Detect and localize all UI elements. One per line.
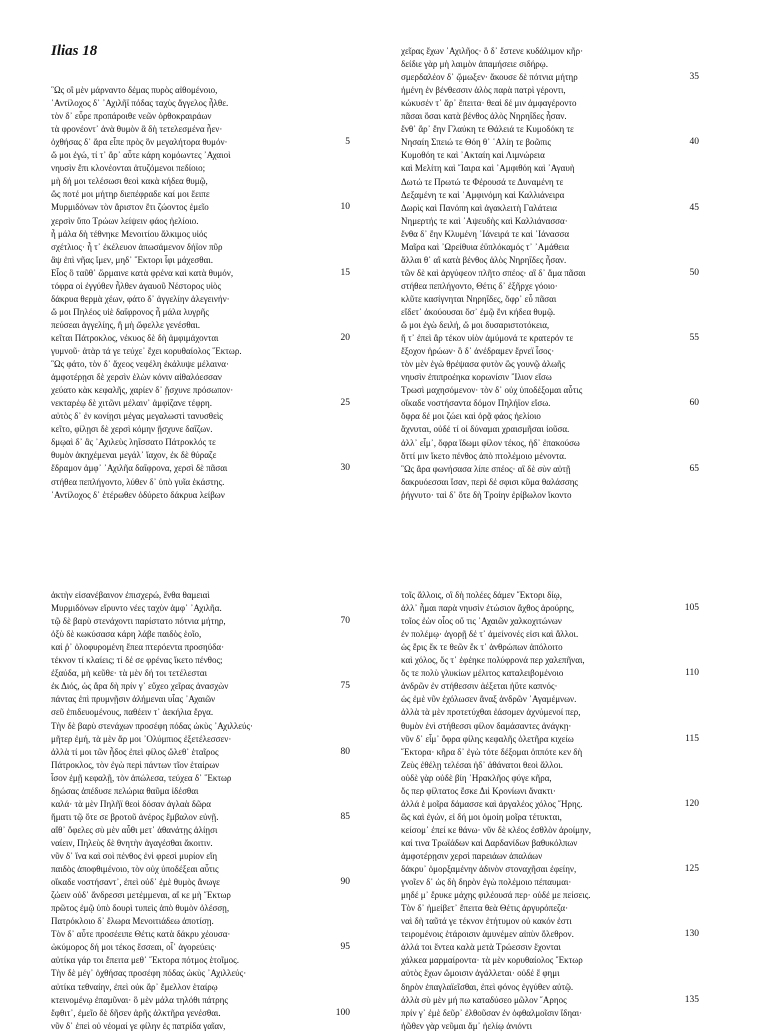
verse-line: ἤματι τῷ ὅτε σε βροτοῦ ἀνέρος ἔμβαλον εὐνῇ. [51, 811, 219, 822]
verse-line: τὸν μὲν ἐγὼ θρέψασα φυτὸν ὣς γουνῷ ἀλωῆς [401, 359, 566, 370]
verse-line: ἄλλαι θ᾽ αἳ κατὰ βένθος ἁλὸς Νηρηΐδες ἦσαν. [401, 254, 567, 265]
verse-line: σμερδαλέον δ᾽ ᾤμωξεν· ἄκουσε δὲ πότνια μήτηρ [401, 72, 578, 83]
verse-line: τῷ δὲ βαρὺ στενάχοντι παρίστατο πότνια μήτηρ, [51, 616, 226, 627]
verse-line: νηυσὶν ἐπιπροέηκα κορωνίσιν ῎Ιλιον εἴσω [401, 372, 552, 383]
verse-line: ἡμένη ἐν βένθεσσιν ἁλὸς παρὰ πατρὶ γέροντι, [401, 85, 566, 96]
verse-line: πεύσεαι ἀγγελίης, ἣ μὴ ὤφελλε γενέσθαι. [51, 319, 201, 330]
verse-line: παιδὸς ἀποφθιμένοιο, τὸν οὐχ ὑποδέξεαι αὖτις [51, 864, 219, 875]
verse-line: αὐτὸς ἔχων ὤμοισιν ἀγάλλεται· οὐδέ ἕ φημι [401, 968, 560, 979]
verse-line: ἐν πολέμῳ· ἀγορῇ δέ τ᾽ ἀμείνονές εἰσι καὶ ἄλλοι. [401, 629, 579, 640]
verse-line: πᾶσαι ὅσαι κατὰ βένθος ἁλὸς Νηρηΐδες ἦσαν. [401, 111, 567, 122]
line-number: 15 [340, 267, 350, 278]
verse-line: Νημερτής τε καὶ ᾽Αψευδὴς καὶ Καλλιάνασσα· [401, 215, 568, 226]
verse-line: Δωτώ τε Πρωτώ τε Φέρουσά τε Δυναμένη τε [401, 176, 564, 187]
verse-line: ἀλλὰ σὺ μὲν μή πω καταδύσεο μῶλον ῎Αρηος [401, 994, 567, 1005]
line-number: 50 [689, 267, 699, 278]
verse-line: Πατρόκλοιο δ᾽ ἕλωρα Μενοιτιάδεω ἀποτίσῃ. [51, 916, 214, 927]
verse-line: ἀλλ᾽ ἧμαι παρὰ νηυσὶν ἐτώσιον ἄχθος ἀρούρης, [401, 603, 575, 614]
line-number: 90 [340, 877, 350, 888]
verse-line: τοῖς ἄλλοις, οἳ δὴ πολέες δάμεν ῞Εκτορι δίῳ, [401, 590, 562, 600]
line-number: 65 [689, 463, 699, 474]
verse-line: νῦν δ᾽ ἵνα καὶ σοὶ πένθος ἐνὶ φρεσὶ μυρίον εἴη [51, 851, 218, 861]
verse-line: τοῖος ἐὼν οἷος οὔ τις ᾽Αχαιῶν χαλκοχιτώνων [401, 616, 562, 627]
verse-line: δμῳαὶ δ᾽ ἃς ᾽Αχιλεὺς ληΐσσατο Πάτροκλός τε [51, 437, 216, 448]
verse-line: τειρομένοις ἑτάροισιν ἀμυνέμεν αἰπὺν ὄλεθρον. [401, 929, 574, 940]
verse-line: ἀκτὴν εἰσανέβαινον ἐπισχερώ, ἔνθα θαμειαὶ [51, 590, 210, 600]
verse-line: ὅς τε πολὺ γλυκίων μέλιτος καταλειβομένοιο [401, 668, 564, 679]
page-title: Ilias 18 [51, 43, 98, 59]
verse-line: αὐτίκα γάρ τοι ἔπειτα μεθ᾽ ῞Εκτορα πότμος ἑτοῖμος. [51, 955, 239, 966]
verse-line: αὐτίκα τεθναίην, ἐπεὶ οὐκ ἄρ᾽ ἔμελλον ἑταίρῳ [51, 981, 218, 992]
verse-line: ἠῶθεν γὰρ νεῦμαι ἅμ᾽ ἠελίῳ ἀνιόντι [401, 1020, 533, 1031]
verse-line: ὄφρα δέ μοι ζώει καὶ ὁρᾷ φάος ἠελίοιο [401, 411, 541, 422]
verse-line: ἀλλά τοι ἔντεα καλὰ μετὰ Τρώεσσιν ἔχονται [401, 942, 561, 953]
verse-line: ὡς ἐμὲ νῦν ἐχόλωσεν ἄναξ ἀνδρῶν ᾽Αγαμέμνων. [401, 694, 577, 705]
verse-line: ῝Ως οἳ μὲν μάρναντο δέμας πυρὸς αἰθομένοιο, [51, 85, 218, 95]
verse-line: ῞Εκτορα· κῆρα δ᾽ ἐγὼ τότε δέξομαι ὁππότε κεν δὴ [401, 746, 583, 757]
verse-line: Τὸν δ᾽ αὖτε προσέειπε Θέτις κατὰ δάκρυ χέουσα· [51, 929, 231, 940]
verse-line: νηυσὶν ἔπι κλονέονται ἀτυζόμενοι πεδίοιο; [51, 163, 206, 174]
verse-line: μὴ δή μοι τελέσωσι θεοὶ κακὰ κήδεα θυμῷ, [51, 176, 208, 187]
verse-line: ἦ μάλα δὴ τέθνηκε Μενοιτίου ἄλκιμος υἱός [51, 228, 208, 239]
verse-line: ἀμφοτέρῃσι δὲ χερσὶν ἑλὼν κόνιν αἰθαλόεσσαν [51, 372, 222, 383]
verse-line: αὐτὸς δ᾽ ἐν κονίῃσι μέγας μεγαλωστὶ τανυσθεὶς [51, 411, 223, 422]
line-number: 115 [685, 733, 699, 744]
verse-line: ῥήγνυτο· ταὶ δ᾽ ὅτε δὴ Τροίην ἐρίβωλον ἵκοντο [401, 489, 572, 500]
verse-line: Μυρμιδόνων εἴρυντο νέες ταχὺν ἀμφ᾽ ᾽Αχιλῆα. [51, 603, 222, 614]
verse-line: Τρωσὶ μαχησόμενον· τὸν δ᾽ οὐχ ὑποδέξομαι αὖτις [401, 385, 583, 396]
verse-line: καὶ Μελίτη καὶ ῎Ιαιρα καὶ ᾽Αμφιθόη καὶ ᾽Αγαυὴ [401, 163, 575, 174]
verse-line: γυμνοῦ· ἀτὰρ τά γε τεύχε᾽ ἔχει κορυθαίολος ῞Εκτωρ. [51, 346, 242, 356]
line-number: 30 [340, 463, 350, 474]
line-number: 110 [685, 668, 699, 679]
verse-line: ὤ μοι ἐγὼ δειλή, ὤ μοι δυσαριστοτόκεια, [401, 320, 550, 331]
verse-line: ἔφθιτ᾽, ἐμεῖο δὲ δῆσεν ἀρῆς ἀλκτῆρα γενέσθαι. [51, 1007, 221, 1018]
verse-line: ὤ μοι ἐγώ, τί τ᾽ ἄρ᾽ αὖτε κάρη κομόωντες ᾽Αχαιοὶ [51, 150, 231, 161]
verse-line: πρίν γ᾽ ἐμὲ δεῦρ᾽ ἐλθοῦσαν ἐν ὀφθαλμοῖσιν ἴδηαι· [401, 1007, 583, 1018]
verse-line: πρῶτος ἐμῷ ὑπὸ δουρὶ τυπεὶς ἀπὸ θυμὸν ὀλέσσῃ, [51, 903, 230, 914]
verse-line: δακρυόεσσαι ἴσαν, περὶ δέ σφισι κῦμα θαλάσσης [401, 476, 578, 487]
verse-line: ὡς ἔρις ἔκ τε θεῶν ἔκ τ᾽ ἀνθρώπων ἀπόλοιτο [401, 642, 563, 653]
verse-line: τῶν δὲ καὶ ἀργύφεον πλῆτο σπέος· αἳ δ᾽ ἅμα πᾶσαι [401, 267, 586, 278]
verse-line: ἄχνυται, οὐδέ τί οἱ δύναμαι χραισμῆσαι ἰοῦσα. [401, 424, 570, 435]
verse-line: κεῖται Πάτροκλος, νέκυος δὲ δὴ ἀμφιμάχονται [51, 332, 219, 343]
verse-line: ἐξαύδα, μὴ κεῦθε· τὰ μὲν δή τοι τετέλεσται [51, 668, 208, 679]
verse-line: νεκταρέῳ δὲ χιτῶνι μέλαιν᾽ ἀμφίζανε τέφρη. [51, 398, 212, 409]
line-number: 80 [340, 746, 350, 757]
verse-line: χεύατο κὰκ κεφαλῆς, χαρίεν δ᾽ ᾔσχυνε πρόσωπον· [51, 385, 234, 396]
verse-line: κώκυσέν τ᾽ ἄρ᾽ ἔπειτα· θεαὶ δέ μιν ἀμφαγέροντο [401, 98, 577, 109]
verse-line: ἐκ Διός, ὡς ἄρα δὴ πρίν γ᾽ εὔχεο χεῖρας ἀνασχὼν [51, 681, 229, 692]
line-number: 35 [689, 72, 699, 83]
verse-line: χάλκεα μαρμαίροντα· τὰ μὲν κορυθαίολος ῞Εκτωρ [401, 955, 583, 966]
line-number: 100 [335, 1007, 350, 1018]
text-block-top-right [401, 45, 701, 505]
verse-line: καί ῥ᾽ ὀλοφυρομένη ἔπεα πτερόεντα προσηύδα· [51, 642, 225, 653]
line-number: 135 [684, 994, 699, 1005]
verse-line: ἀνδρῶν ἐν στήθεσσιν ἀέξεται ἠΰτε καπνός· [401, 681, 558, 692]
verse-line: θυμὸν ἀκηχέμεναι μεγάλ᾽ ἴαχον, ἐκ δὲ θύραζε [51, 450, 217, 461]
verse-line: τέκνον τί κλαίεις; τί δέ σε φρένας ἵκετο πένθος; [51, 655, 223, 666]
verse-line: ὠκύμορος δή μοι τέκος ἔσσεαι, οἷ᾽ ἀγορεύεις· [51, 942, 218, 953]
verse-line: δάκρυα θερμὰ χέων, φάτο δ᾽ ἀγγελίην ἀλεγεινήν· [51, 293, 230, 304]
verse-line: δάκρυ᾽ ὀμορξαμένην ἁδινὸν στοναχῆσαι ἐφείην, [401, 864, 577, 875]
line-number: 95 [340, 942, 350, 953]
verse-line: νῦν δ᾽ εἶμ᾽ ὄφρα φίλης κεφαλῆς ὀλετῆρα κιχείω [401, 733, 574, 744]
text-block-bottom-right [401, 589, 701, 1031]
verse-line: κείσομ᾽ ἐπεί κε θάνω· νῦν δὲ κλέος ἐσθλὸν ἀροίμην, [401, 824, 591, 835]
line-number: 55 [689, 333, 699, 344]
verse-line: μῆτερ ἐμή, τὰ μὲν ἄρ μοι ᾽Ολύμπιος ἐξετέλεσσεν· [51, 733, 232, 744]
verse-line: Τὸν δ᾽ ἠμείβετ᾽ ἔπειτα θεὰ Θέτις ἀργυρόπεζα· [401, 903, 569, 914]
verse-line: πάντας ἐπὶ πρυμνῇσιν ἀλήμεναι υἷας ᾽Αχαιῶν [51, 694, 216, 705]
verse-line: ᾽Αντίλοχος δ᾽ ᾽Αχιλῆϊ πόδας ταχὺς ἄγγελος ἦλθε. [51, 98, 229, 109]
line-number: 70 [340, 616, 350, 627]
verse-line: οἴκαδε νοστήσαντ᾽, ἐπεὶ οὐδ᾽ ἐμὲ θυμὸς ἄνωγε [51, 877, 220, 888]
verse-line: ὅς περ φίλτατος ἔσκε Διὶ Κρονίωνι ἄνακτι· [401, 785, 556, 796]
line-number: 75 [340, 681, 350, 692]
verse-line: χεῖρας ἔχων ᾽Αχιλῆος· ὃ δ᾽ ἔστενε κυδάλιμον κῆρ· [401, 46, 584, 56]
verse-line: ῝Ως φάτο, τὸν δ᾽ ἄχεος νεφέλη ἐκάλυψε μέλαινα· [51, 359, 229, 370]
verse-line: ἶσον ἐμῇ κεφαλῇ, τὸν ἀπώλεσα, τεύχεα δ᾽ ῞Εκτωρ [51, 772, 232, 783]
line-number: 45 [689, 202, 699, 213]
verse-line: ἂψ ἐπὶ νῆας ἴμεν, μηδ᾽ ῞Εκτορι ἶφι μάχεσθαι. [51, 254, 213, 265]
verse-line: ἀλλά ἑ μοῖρα δάμασσε καὶ ἀργαλέος χόλος ῞Ηρης. [401, 798, 583, 809]
verse-line: δείδιε γὰρ μὴ λαιμὸν ἀπαμήσειε σιδήρῳ. [401, 59, 548, 70]
verse-line: τὸν δ᾽ εὗρε προπάροιθε νεῶν ὀρθοκραιράων [51, 111, 212, 122]
verse-line: ἔνθ᾽ ἄρ᾽ ἔην Γλαύκη τε Θάλειά τε Κυμοδόκη τε [401, 124, 574, 135]
verse-line: Τὴν δὲ βαρὺ στενάχων προσέφη πόδας ὠκὺς ᾽Αχιλλεύς· [51, 720, 254, 731]
verse-line: τόφρα οἱ ἐγγύθεν ἦλθεν ἀγαυοῦ Νέστορος υἱὸς [51, 280, 222, 291]
line-number: 125 [684, 864, 699, 875]
verse-line: αἴθ᾽ ὄφελες σὺ μὲν αὖθι μετ᾽ ἀθανάτῃς ἁλίῃσι [51, 824, 218, 835]
verse-line: θυμὸν ἐνὶ στήθεσσι φίλον δαμάσαντες ἀνάγκῃ· [401, 720, 572, 731]
verse-line: στήθεα πεπλήγοντο, Θέτις δ᾽ ἐξῆρχε γόοιο· [401, 280, 558, 291]
verse-line: ὅττί μιν ἵκετο πένθος ἀπὸ πτολέμοιο μένοντα. [401, 450, 567, 461]
line-number: 85 [340, 811, 350, 822]
line-number: 60 [689, 398, 699, 409]
verse-line: κλῦτε κασίγνηται Νηρηΐδες, ὄφρ᾽ εὖ πᾶσαι [401, 293, 557, 304]
verse-line: σεῦ ἐπιδευομένους, παθέειν τ᾽ ἀεκήλια ἔργα. [51, 707, 214, 718]
verse-line: εἴδετ᾽ ἀκούουσαι ὅσ᾽ ἐμῷ ἔνι κήδεα θυμῷ. [401, 307, 556, 317]
verse-line: στήθεα πεπλήγοντο, λύθεν δ᾽ ὑπὸ γυῖα ἑκάστης. [51, 476, 225, 487]
verse-line: ὥς ποτέ μοι μήτηρ διεπέφραδε καί μοι ἔειπε [51, 189, 210, 200]
verse-line: Ζεὺς ἐθέλῃ τελέσαι ἠδ᾽ ἀθάνατοι θεοὶ ἄλλοι. [401, 759, 563, 770]
line-number: 130 [684, 929, 699, 940]
verse-line: τὰ φρονέοντ᾽ ἀνὰ θυμὸν ἃ δὴ τετελεσμένα ἦεν· [51, 124, 223, 135]
verse-line: καί τινα Τρωϊάδων καὶ Δαρδανίδων βαθυκόλπων [401, 837, 578, 848]
verse-line: κεῖτο, φίλῃσι δὲ χερσὶ κόμην ᾔσχυνε δαΐζων. [51, 424, 213, 435]
line-number: 40 [689, 137, 699, 148]
verse-line: ὀχθήσας δ᾽ ἄρα εἶπε πρὸς ὃν μεγαλήτορα θυμόν· [51, 137, 228, 148]
verse-line: Κυμοθόη τε καὶ ᾽Ακταίη καὶ Λιμνώρεια [401, 150, 545, 161]
line-number: 105 [684, 603, 699, 614]
verse-line: ἀλλὰ τί μοι τῶν ἦδος ἐπεὶ φίλος ὤλεθ᾽ ἑταῖρος [51, 746, 219, 757]
verse-line: Δωρὶς καὶ Πανόπη καὶ ἀγακλειτὴ Γαλάτεια [401, 202, 558, 213]
verse-line: ναὶ δὴ ταῦτά γε τέκνον ἐτήτυμον οὐ κακόν ἐστι [401, 916, 572, 927]
verse-line: ὤ μοι Πηλέος υἱὲ δαΐφρονος ἦ μάλα λυγρῆς [51, 306, 209, 317]
line-number: 120 [684, 798, 699, 809]
verse-line: ἀμφοτέρῃσιν χερσὶ παρειάων ἁπαλάων [401, 851, 543, 861]
verse-line: νῦν δ᾽ ἐπεὶ οὐ νέομαί γε φίλην ἐς πατρίδα γαῖαν, [51, 1020, 226, 1031]
verse-line: Νησαίη Σπειώ τε Θόη θ᾽ ῾Αλίη τε βοῶπις [401, 137, 551, 148]
verse-line: Τὴν δὲ μέγ᾽ ὀχθήσας προσέφη πόδας ὠκὺς ᾽Αχιλλεύς· [51, 968, 247, 979]
text-block-bottom-left [51, 589, 351, 1031]
verse-line: καὶ χόλος, ὅς τ᾽ ἐφέηκε πολύφρονά περ χαλεπῆναι, [401, 655, 585, 666]
verse-line: ὀξὺ δὲ κωκύσασα κάρη λάβε παιδὸς ἑοῖο, [51, 629, 202, 640]
line-number: 25 [340, 398, 350, 409]
line-number: 5 [345, 137, 350, 148]
verse-line: ζώειν οὐδ᾽ ἄνδρεσσι μετέμμεναι, αἴ κε μὴ ῞Εκτωρ [51, 890, 231, 901]
verse-line: Μαῖρα καὶ ᾽Ωρείθυια ἐϋπλόκαμός τ᾽ ᾽Αμάθεια [401, 241, 570, 252]
verse-line: Πάτροκλος, τὸν ἐγὼ περὶ πάντων τῖον ἑταίρων [51, 759, 220, 770]
verse-line: σχέτλιος· ἦ τ᾽ ἐκέλευον ἀπωσάμενον δήϊον πῦρ [51, 241, 223, 252]
verse-line: δηρὸν ἐπαγλαϊεῖσθαι, ἐπεὶ φόνος ἐγγύθεν αὐτῷ. [401, 981, 574, 992]
line-number: 10 [340, 202, 350, 213]
verse-line: ἔξοχον ἡρώων· ὃ δ᾽ ἀνέδραμεν ἔρνεϊ ἶσος· [401, 346, 555, 357]
verse-line: ναίειν, Πηλεὺς δὲ θνητὴν ἀγαγέσθαι ἄκοιτιν. [51, 837, 213, 848]
verse-line: ὣς καὶ ἐγών, εἰ δή μοι ὁμοίη μοῖρα τέτυκται, [401, 811, 562, 822]
verse-line: ῝Ως ἄρα φωνήσασα λίπε σπέος· αἳ δὲ σὺν αὐτῇ [401, 463, 571, 474]
verse-line: χερσὶν ὕπο Τρώων λείψειν φάος ἠελίοιο. [51, 215, 199, 226]
verse-line: καλά· τὰ μὲν Πηλῆϊ θεοὶ δόσαν ἀγλαὰ δῶρα [51, 798, 211, 809]
verse-line: ἀλλ᾽ εἶμ᾽, ὄφρα ἴδωμι φίλον τέκος, ἠδ᾽ ἐπακούσω [401, 437, 580, 448]
verse-line: δῃώσας ἀπέδυσε πελώρια θαῦμα ἰδέσθαι [51, 785, 199, 796]
verse-line: ἥ τ᾽ ἐπεὶ ἂρ τέκον υἱὸν ἀμύμονά τε κρατερόν τε [401, 333, 574, 344]
text-block-top-left [51, 84, 351, 504]
verse-line: μηδέ μ᾽ ἔρυκε μάχης φιλέουσά περ· οὐδέ με πείσεις. [401, 890, 591, 901]
verse-line: οἴκαδε νοστήσαντα δόμον Πηλήϊον εἴσω. [401, 398, 551, 409]
verse-line: οὐδὲ γὰρ οὐδὲ βίη ῾Ηρακλῆος φύγε κῆρα, [401, 772, 552, 783]
verse-line: ᾽Αντίλοχος δ᾽ ἑτέρωθεν ὀδύρετο δάκρυα λείβων [51, 489, 225, 500]
verse-line: ἀλλὰ τὰ μὲν προτετύχθαι ἐάσομεν ἀχνύμενοί περ, [401, 707, 581, 718]
verse-line: ἔδραμον ἀμφ᾽ ᾽Αχιλῆα δαΐφρονα, χερσὶ δὲ πᾶσαι [51, 463, 228, 474]
line-number: 20 [340, 332, 350, 343]
verse-line: γνοῖεν δ᾽ ὡς δὴ δηρὸν ἐγὼ πολέμοιο πέπαυμαι· [401, 877, 572, 888]
verse-line: Μυρμιδόνων τὸν ἄριστον ἔτι ζώοντος ἐμεῖο [51, 202, 209, 213]
verse-line: Δεξαμένη τε καὶ ᾽Αμφινόμη καὶ Καλλιάνειρα [401, 189, 565, 200]
verse-line: Εἷος ὃ ταῦθ᾽ ὥρμαινε κατὰ φρένα καὶ κατὰ θυμόν, [51, 267, 234, 278]
verse-line: ἔνθα δ᾽ ἔην Κλυμένη ᾽Ιάνειρά τε καὶ ᾽Ιάνασσα [401, 228, 570, 239]
verse-line: κτεινομένῳ ἐπαμῦναι· ὃ μὲν μάλα τηλόθι πάτρης [51, 994, 228, 1005]
